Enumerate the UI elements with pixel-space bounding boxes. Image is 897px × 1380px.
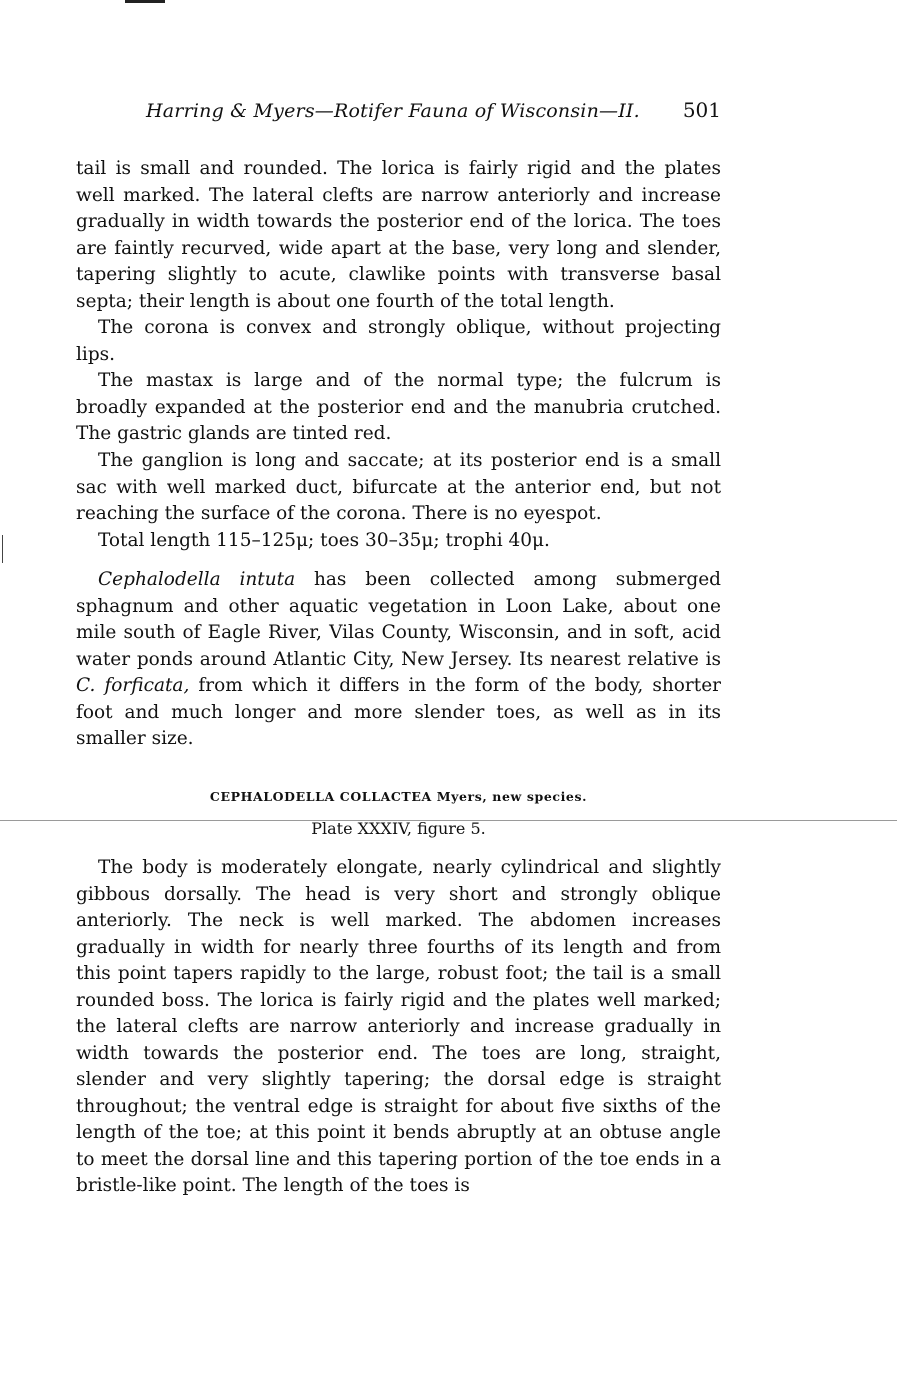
running-head-title: Harring & Myers—Rotifer Fauna of Wisconsin—II. <box>146 100 640 122</box>
relative-species-name: C. forficata, <box>76 675 190 696</box>
paragraph-corona: The corona is convex and strongly oblique, without projecting lips. <box>76 317 721 365</box>
paragraph-mastax: The mastax is large and of the normal type; the fulcrum is broadly expanded at the posterior end and the manubria crutched. The gastric glands are tinted red. <box>76 370 721 444</box>
page-number: 501 <box>682 98 721 122</box>
section-heading: CEPHALODELLA COLLACTEA Myers, new species. <box>209 789 588 804</box>
paragraph-body-description: The body is moderately elongate, nearly cylindrical and slightly gibbous dorsally. The head is very short and strongly oblique anteriorly. The neck is well marked. The abdomen increases gradually in width for nearly three fourths of its length and from this point tapers rapidly to the large, robust foot; the tail is a small rounded boss. The lorica is fairly rigid and the plates well marked; the lateral clefts are narrow anteriorly and increase gradually in width towards the posterior end. The toes are long, straight, slender and very slightly tapering; the dorsal edge is straight throughout; the ventral edge is straight for about five sixths of the length of the toe; at this point it bends abruptly at an obtuse angle to meet the dorsal line and this tapering portion of the toe ends in a bristle-like point. The length of the toes is <box>76 857 721 1196</box>
plate-caption: Plate XXXIV, figure 5. <box>311 819 486 838</box>
margin-mark <box>2 535 3 563</box>
paragraph-lorica: tail is small and rounded. The lorica is fairly rigid and the plates well marked. The lateral clefts are narrow anteriorly and increase gradually in width towards the posterior end of the lorica. The toes are faintly recurved, wide apart at the base, very long and slender, tapering slightly to acute, clawlike points with transverse basal septa; their length is about one fourth of the total length. <box>76 158 721 312</box>
paragraph-ganglion: The ganglion is long and saccate; at its posterior end is a small sac with well marked duct, bifurcate at the anterior end, but not reaching the surface of the corona. There is no eyespot. <box>76 450 721 524</box>
collection-text-1: has been collected among submerged sphagnum and other aquatic vegetation in Loon Lake, about one mile south of Eagle River, Vilas County, Wisconsin, and in soft, acid water ponds around Atlantic City, New Jersey. Its nearest relative is <box>76 569 721 670</box>
running-head <box>140 98 725 128</box>
paragraph-collection <box>76 567 721 753</box>
species-name: Cephalodella intuta <box>98 569 296 590</box>
collection-text-2: from which it differs in the form of the body, shorter foot and much longer and more slender toes, as well as in its smaller size. <box>76 675 721 749</box>
scan-mark <box>125 0 165 3</box>
paragraph-measurements: Total length 115–125μ; toes 30–35μ; trophi 40μ. <box>98 530 550 551</box>
